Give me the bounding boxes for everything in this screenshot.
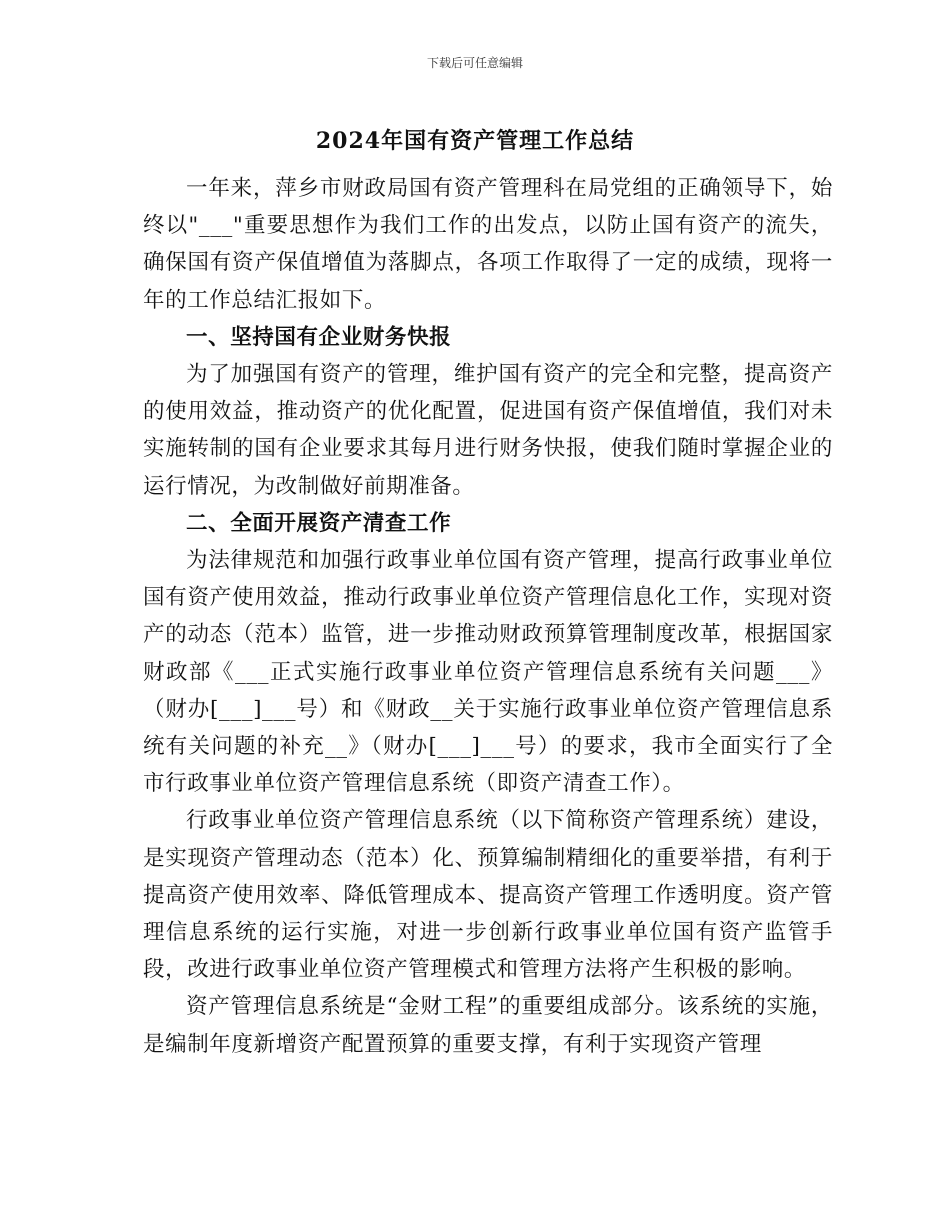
intro-paragraph: 一年来，萍乡市财政局国有资产管理科在局党组的正确领导下，始终以"___"重要思想作为我们工作的出发点，以防止国有资产的流失，确保国有资产保值增值为落脚点，各项工作取得了一定的成绩，现将一年的工作总结汇报如下。 [143,176,833,313]
section-2-paragraph: 为法律规范和加强行政事业单位国有资产管理，提高行政事业单位国有资产使用效益，推动行政事业单位资产管理信息化工作，实现对资产的动态（范本）监管，进一步推动财政预算管理制度改革，根据国家财政部《___正式实施行政事业单位资产管理信息系统有关问题___》（财办[___]___号）和《财政__关于实施行政事业单位资产管理信息系统有关问题的补充__》（财办[___]___号）的要求，我市全面实行了全市行政事业单位资产管理信息系统（即资产清查工作）。 [143,548,833,797]
document-body [143,170,833,1063]
section-2-paragraph: 行政事业单位资产管理信息系统（以下简称资产管理系统）建设，是实现资产管理动态（范本）化、预算编制精细化的重要举措，有利于提高资产使用效率、降低管理成本、提高资产管理工作透明度。资产管理信息系统的运行实施，对进一步创新行政事业单位国有资产监管手段，改进行政事业单位资产管理模式和管理方法将产生积极的影响。 [143,808,833,983]
header-note: 下载后可任意编辑 [426,56,523,70]
document-title: 2024年国有资产管理工作总结 [315,128,635,154]
section-1-paragraph: 为了加强国有资产的管理，维护国有资产的完全和完整，提高资产的使用效益，推动资产的优化配置，促进国有资产保值增值，我们对未实施转制的国有企业要求其每月进行财务快报，使我们随时掌握企业的运行情况，为改制做好前期准备。 [143,362,833,499]
section-2-paragraph: 资产管理信息系统是“金财工程”的重要组成部分。该系统的实施，是编制年度新增资产配置预算的重要支撑，有利于实现资产管理 [143,994,833,1057]
section-heading-2: 二、全面开展资产清查工作 [186,510,452,536]
section-heading-1: 一、坚持国有企业财务快报 [186,324,452,350]
